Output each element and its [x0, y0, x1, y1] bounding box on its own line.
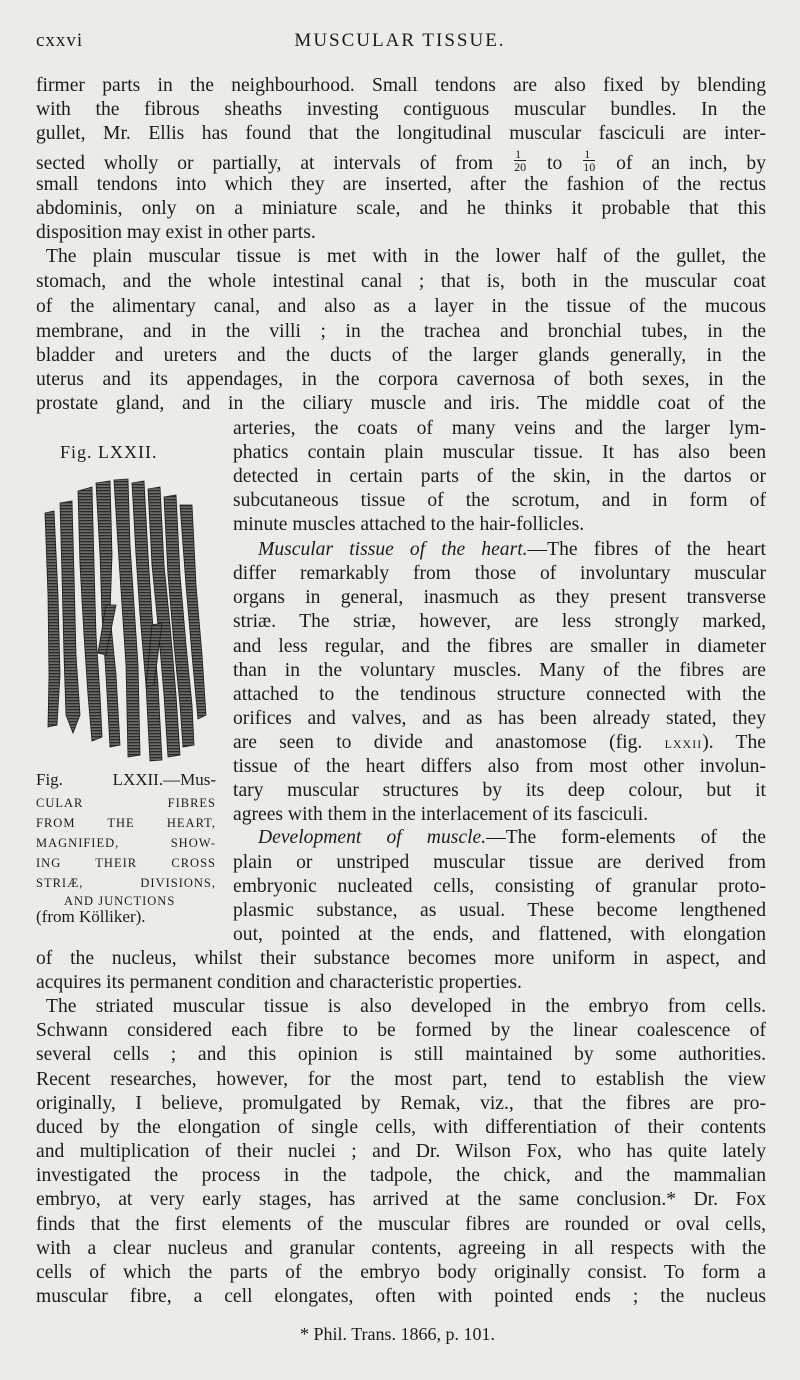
figure-reference: lxxii: [664, 733, 703, 752]
text-line: prostate gland, and in the ciliary muscle and iris. The middle coat of the: [36, 393, 766, 414]
text-line: uterus and its appendages, in the corpora cavernosa of both sexes, in the: [36, 369, 766, 390]
figure-caption-line: (from Kölliker).: [36, 907, 146, 926]
text-line: tary muscular structures by its deep colour, but it: [233, 780, 766, 801]
figure-caption-line: STRIÆ, DIVISIONS,: [36, 876, 216, 890]
text-line: arteries, the coats of many veins and the larger lym-: [233, 418, 766, 439]
muscle-fibres-illustration: [40, 475, 210, 765]
text-line: embryonic nucleated cells, consisting of granular proto-: [233, 876, 766, 897]
text-line: phatics contain plain muscular tissue. It has also been: [233, 442, 766, 463]
figure-caption-line: FROM THE HEART,: [36, 816, 216, 830]
text-line: plain or unstriped muscular tissue are derived from: [233, 852, 766, 873]
text-line: agrees with them in the interlacement of its fasciculi.: [233, 804, 649, 825]
figure-caption-line: MAGNIFIED, SHOW-: [36, 836, 216, 850]
text-line: Development of muscle.—The form-elements of the: [258, 827, 766, 848]
text-line: attached to the tendinous structure connected with the: [233, 684, 766, 705]
text-line: several cells ; and this opinion is still maintained by some authorities.: [36, 1044, 766, 1065]
figure-caption-line: Fig. LXXII.—Mus-: [36, 770, 216, 789]
text-line: membrane, and in the villi ; in the trachea and bronchial tubes, in the: [36, 321, 766, 342]
text-line: stomach, and the whole intestinal canal ; that is, both in the muscular coat: [36, 271, 766, 292]
text-line: with a clear nucleus and granular contents, agreeing in all respects with the: [36, 1238, 766, 1259]
text-line: Schwann considered each fibre to be formed by the linear coalescence of: [36, 1020, 766, 1041]
text-line: Recent researches, however, for the most part, tend to establish the view: [36, 1069, 766, 1090]
text-line: out, pointed at the ends, and flattened, with elongation: [233, 924, 766, 945]
page-number: cxxvi: [36, 30, 84, 51]
figure-caption-line: CULAR FIBRES: [36, 796, 216, 810]
section-heading: Muscular tissue of the heart.: [258, 539, 528, 560]
text-line: disposition may exist in other parts.: [36, 222, 316, 243]
text-line: subcutaneous tissue of the scrotum, and in form of: [233, 490, 766, 511]
text-line: muscular fibre, a cell elongates, often with pointed ends ; the nucleus: [36, 1286, 766, 1307]
text-line: detected in certain parts of the skin, in the dartos or: [233, 466, 766, 487]
text-line: bladder and ureters and the ducts of the larger glands generally, in the: [36, 345, 766, 366]
fraction: $\frac{1}{10}$: [583, 148, 596, 174]
text-line: organs in general, inasmuch as they present transverse: [233, 587, 766, 608]
text-line: small tendons into which they are inserted, after the fashion of the rectus: [36, 174, 766, 195]
text-line: originally, I believe, promulgated by Remak, viz., that the fibres are pro-: [36, 1093, 766, 1114]
text-line: with the fibrous sheaths investing contiguous muscular bundles. In the: [36, 99, 766, 120]
footnote: * Phil. Trans. 1866, p. 101.: [300, 1324, 496, 1344]
page-header: [36, 30, 764, 60]
text-line: The striated muscular tissue is also developed in the embryo from cells.: [46, 996, 766, 1017]
text-line: orifices and valves, and as has been already stated, they: [233, 708, 766, 729]
text-line: striæ. The striæ, however, are less strongly marked,: [233, 611, 766, 632]
text-line: and less regular, and the fibres are smaller in diameter: [233, 636, 766, 657]
text-line: firmer parts in the neighbourhood. Small tendons are also fixed by blending: [36, 75, 766, 96]
text-line: duced by the elongation of single cells, with differentiation of their contents: [36, 1117, 766, 1138]
fraction: $\frac{1}{20}$: [514, 148, 527, 174]
text-line: plasmic substance, as usual. These become lengthened: [233, 900, 766, 921]
section-heading: Development of muscle.: [258, 827, 487, 848]
text-line: investigated the process in the tadpole, the chick, and the mammalian: [36, 1165, 766, 1186]
text-line: Muscular tissue of the heart.—The fibres of the heart: [258, 539, 766, 560]
text-line: and multiplication of their nuclei ; and Dr. Wilson Fox, who has quite lately: [36, 1141, 766, 1162]
text-line: finds that the first elements of the muscular fibres are rounded or oval cells,: [36, 1214, 766, 1235]
text-line: cells of which the parts of the embryo body originally consist. To form a: [36, 1262, 766, 1283]
text-line: differ remarkably from those of involuntary muscular: [233, 563, 766, 584]
text-line: embryo, at very early stages, has arrived at the same conclusion.* Dr. Fox: [36, 1189, 766, 1210]
figure-caption-line: AND JUNCTIONS: [64, 894, 176, 908]
text-line-with-fractions: sected wholly or partially, at intervals of from $\frac{1}{20}$ to $\frac{1}{10}$ of an inch, by: [36, 148, 766, 174]
text-line: tissue of the heart differs also from most other involun-: [233, 756, 766, 777]
figure-caption-line: ING THEIR CROSS: [36, 856, 216, 870]
text-line: minute muscles attached to the hair-follicles.: [233, 514, 585, 535]
text-line: of the alimentary canal, and also as a layer in the tissue of the mucous: [36, 296, 766, 317]
text-line: acquires its permanent condition and characteristic properties.: [36, 972, 522, 993]
text-line: abdominis, only on a miniature scale, and he thinks it probable that this: [36, 198, 766, 219]
text-line: of the nucleus, whilst their substance becomes more uniform in aspect, and: [36, 948, 766, 969]
running-title: MUSCULAR TISSUE.: [294, 30, 506, 51]
figure-label: Fig. LXXII.: [60, 442, 158, 462]
text-line: The plain muscular tissue is met with in the lower half of the gullet, the: [46, 246, 766, 267]
text-line-with-figure-ref: are seen to divide and anastomose (fig. lxxii). The: [233, 732, 766, 753]
text-line: than in the voluntary muscles. Many of the fibres are: [233, 660, 766, 681]
text-line: gullet, Mr. Ellis has found that the longitudinal muscular fasciculi are inter-: [36, 123, 766, 144]
